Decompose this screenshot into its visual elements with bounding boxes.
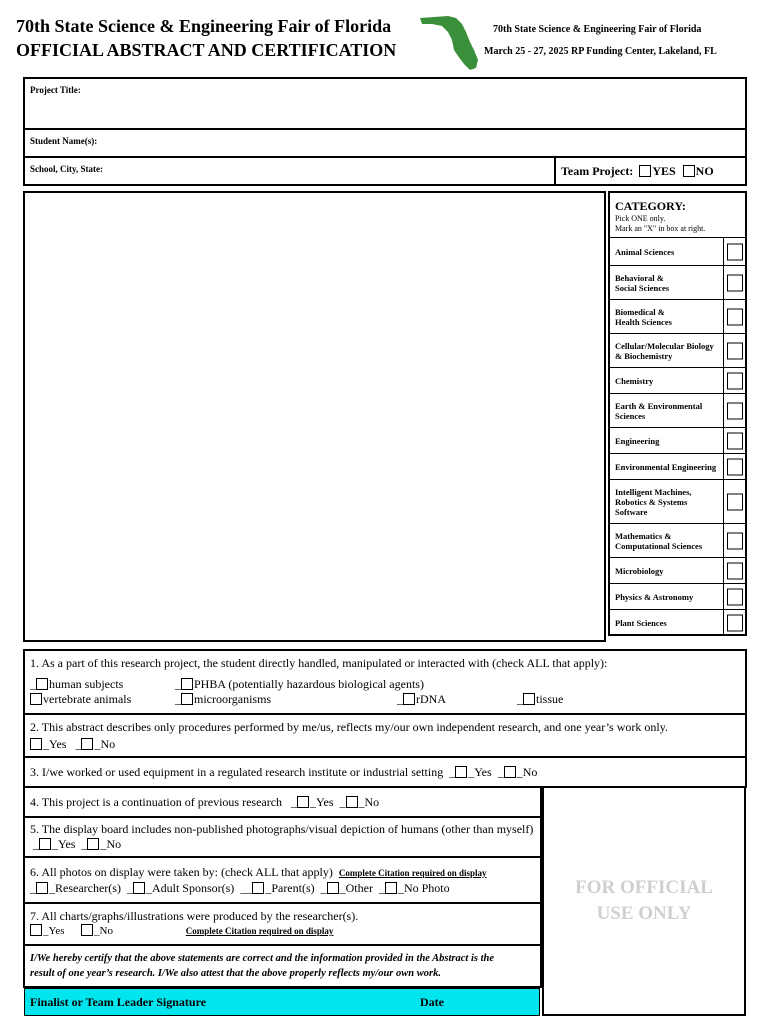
category-checkbox-cellular-molecular-biology-biochemistry[interactable] bbox=[727, 342, 743, 359]
question-4-text: 4. This project is a continuation of previous research bbox=[30, 795, 283, 809]
signature-label: Finalist or Team Leader Signature bbox=[30, 995, 207, 1009]
signature-bar[interactable] bbox=[24, 988, 540, 1016]
category-row-earth-environmental-sciences bbox=[610, 393, 745, 427]
q1-vertebrate-checkbox[interactable] bbox=[30, 693, 42, 705]
q5-yes-checkbox[interactable] bbox=[39, 838, 51, 850]
q3-yes-label: Yes bbox=[474, 765, 492, 779]
q1-phba-label: PHBA (potentially hazardous biological agents) bbox=[194, 677, 424, 691]
category-label: Environmental Engineering bbox=[615, 461, 717, 472]
question-7-text: 7. All charts/graphs/illustrations were produced by the researcher(s). bbox=[30, 909, 359, 923]
question-4-box: 4. This project is a continuation of previous research _ _Yes _ _No bbox=[23, 786, 542, 818]
category-row-behavioral-social-sciences bbox=[610, 265, 745, 299]
category-label: Earth & Environmental Sciences bbox=[615, 400, 703, 421]
category-checkbox-earth-environmental-sciences[interactable] bbox=[727, 402, 743, 419]
official-use-box bbox=[542, 786, 746, 1016]
form-subtitle: OFFICIAL ABSTRACT AND CERTIFICATION bbox=[16, 40, 397, 60]
category-row-intelligent-machines-robotics-systems-software bbox=[610, 479, 745, 523]
category-label: Engineering bbox=[615, 435, 660, 446]
team-no-label: NO bbox=[695, 164, 714, 178]
student-names-label: Student Name(s): bbox=[30, 136, 98, 146]
date-label: Date bbox=[420, 995, 444, 1009]
q5-no-label: No bbox=[106, 837, 122, 851]
category-label: Microbiology bbox=[615, 565, 664, 576]
fair-date-location: March 25 - 27, 2025 RP Funding Center, Lakeland, FL bbox=[484, 46, 717, 57]
q1-vertebrate-label: vertebrate animals bbox=[43, 692, 132, 706]
school-field[interactable] bbox=[23, 156, 556, 186]
question-1-text: 1. As a part of this research project, the student directly handled, manipulated or interacted with (check ALL that apply): bbox=[30, 656, 608, 670]
category-row-mathematics-computational-sciences bbox=[610, 523, 745, 557]
q7-no-label: No bbox=[99, 925, 113, 937]
q5-no-checkbox[interactable] bbox=[87, 838, 99, 850]
category-heading: CATEGORY: bbox=[615, 199, 686, 213]
q6-parent-checkbox[interactable] bbox=[252, 882, 264, 894]
q6-researcher-checkbox[interactable] bbox=[36, 882, 48, 894]
category-checkbox-microbiology[interactable] bbox=[727, 562, 743, 579]
category-label: Plant Sciences bbox=[615, 617, 667, 628]
student-names-field[interactable] bbox=[23, 128, 747, 158]
q7-citation-note: Complete Citation required on display bbox=[185, 926, 334, 936]
category-row-plant-sciences bbox=[610, 609, 745, 635]
category-row-biomedical-health-sciences bbox=[610, 299, 745, 333]
official-use-line2: USE ONLY bbox=[596, 903, 692, 924]
category-instruction-1: Pick ONE only. bbox=[615, 214, 666, 223]
q1-human-subjects-label: human subjects bbox=[49, 677, 124, 691]
team-no-checkbox[interactable] bbox=[683, 165, 695, 177]
category-checkbox-animal-sciences[interactable] bbox=[727, 243, 743, 260]
team-yes-label: YES bbox=[652, 164, 676, 178]
category-label: Physics & Astronomy bbox=[615, 591, 694, 602]
q6-no-photo-checkbox[interactable] bbox=[385, 882, 397, 894]
question-6-box: 6. All photos on display were taken by: (check ALL that apply) Complete Citation required on display _ _Researcher(s) _ _Adult Sponsor(s) __ _Parent(s) _ _Other _ _No Photo bbox=[23, 856, 542, 904]
q1-tissue-checkbox[interactable] bbox=[523, 693, 535, 705]
official-use-line1: FOR OFFICIAL bbox=[575, 877, 713, 898]
fair-name: 70th State Science & Engineering Fair of Florida bbox=[493, 24, 702, 35]
q1-microorganisms-label: microorganisms bbox=[194, 692, 272, 706]
category-checkbox-behavioral-social-sciences[interactable] bbox=[727, 274, 743, 291]
category-row-microbiology bbox=[610, 557, 745, 583]
q1-tissue-label: tissue bbox=[536, 692, 564, 706]
q6-no-photo-label: No Photo bbox=[403, 881, 450, 895]
certification-box bbox=[23, 944, 542, 988]
q7-no-checkbox[interactable] bbox=[81, 924, 93, 936]
category-row-physics-astronomy bbox=[610, 583, 745, 609]
q6-researcher-label: Researcher(s) bbox=[55, 881, 121, 895]
q6-adult-sponsor-checkbox[interactable] bbox=[133, 882, 145, 894]
category-label: Behavioral & Social Sciences bbox=[615, 272, 670, 293]
question-3-text: 3. I/we worked or used equipment in a regulated research institute or industrial setting bbox=[30, 765, 444, 779]
project-title-label: Project Title: bbox=[30, 85, 81, 95]
certification-text-1: I/We hereby certify that the above statements are correct and the information provided in the Abstract is the bbox=[30, 953, 495, 964]
category-row-animal-sciences bbox=[610, 237, 745, 265]
certification-text-2: result of one year’s research. I/We also attest that the above properly reflects my/our own work. bbox=[30, 968, 441, 979]
category-label: Intelligent Machines, Robotics & Systems Software bbox=[615, 486, 692, 517]
school-label: School, City, State: bbox=[30, 164, 103, 174]
category-checkbox-engineering[interactable] bbox=[727, 432, 743, 449]
question-2-box: 2. This abstract describes only procedures performed by me/us, reflects my/our own independent research, and one year’s work only. _Yes _ _No bbox=[23, 713, 747, 758]
q6-other-checkbox[interactable] bbox=[327, 882, 339, 894]
category-label: Cellular/Molecular Biology & Biochemistry bbox=[615, 340, 714, 361]
q3-no-checkbox[interactable] bbox=[504, 766, 516, 778]
question-2-text: 2. This abstract describes only procedures performed by me/us, reflects my/our own independent research, and one year’s work only. bbox=[30, 720, 668, 734]
q7-yes-checkbox[interactable] bbox=[30, 924, 42, 936]
question-3-box: 3. I/we worked or used equipment in a regulated research institute or industrial setting _ _Yes _ _No bbox=[23, 756, 747, 788]
question-5-text: 5. The display board includes non-published photographs/visual depiction of humans (other than myself) bbox=[30, 822, 534, 836]
team-project-field bbox=[554, 156, 747, 186]
category-instruction-2: Mark an "X" in box at right. bbox=[615, 224, 706, 233]
category-checkbox-environmental-engineering[interactable] bbox=[727, 458, 743, 475]
q2-no-label: No bbox=[100, 737, 116, 751]
category-checkbox-chemistry[interactable] bbox=[727, 372, 743, 389]
question-7-box: 7. All charts/graphs/illustrations were produced by the researcher(s). _Yes _No Complete Citation required on display bbox=[23, 902, 542, 946]
q2-no-checkbox[interactable] bbox=[81, 738, 93, 750]
question-1-box: 1. As a part of this research project, the student directly handled, manipulated or interacted with (check ALL that apply): _ human subjects _ PHBA (potentially hazardous biological agents) vertebrate animals _ microorganisms _ rDNA _ tissue bbox=[23, 649, 747, 715]
q6-citation-note: Complete Citation required on display bbox=[338, 868, 487, 878]
q3-no-label: No bbox=[522, 765, 538, 779]
category-panel bbox=[608, 191, 747, 636]
form-title: 70th State Science & Engineering Fair of Florida bbox=[16, 16, 392, 36]
q4-no-label: No bbox=[364, 795, 380, 809]
q6-other-label: Other bbox=[345, 881, 373, 895]
category-row-environmental-engineering bbox=[610, 453, 745, 479]
q4-yes-checkbox[interactable] bbox=[297, 796, 309, 808]
category-row-engineering bbox=[610, 427, 745, 453]
q1-rdna-label: rDNA bbox=[416, 692, 446, 706]
category-label: Biomedical & Health Sciences bbox=[615, 306, 672, 327]
team-yes-checkbox[interactable] bbox=[639, 165, 651, 177]
category-checkbox-physics-astronomy[interactable] bbox=[727, 588, 743, 605]
q2-yes-checkbox[interactable] bbox=[30, 738, 42, 750]
category-label: Animal Sciences bbox=[615, 246, 675, 257]
abstract-textarea[interactable] bbox=[23, 191, 606, 642]
q1-rdna-checkbox[interactable] bbox=[403, 693, 415, 705]
florida-map-logo bbox=[418, 12, 484, 72]
category-checkbox-plant-sciences[interactable] bbox=[727, 614, 743, 631]
q2-yes-label: Yes bbox=[49, 737, 67, 751]
category-label: Mathematics & Computational Sciences bbox=[615, 530, 703, 551]
category-checkbox-intelligent-machines-robotics-systems-software[interactable] bbox=[727, 493, 743, 510]
q3-yes-checkbox[interactable] bbox=[455, 766, 467, 778]
q4-yes-label: Yes bbox=[316, 795, 334, 809]
team-project-label: Team Project: bbox=[561, 164, 634, 178]
q6-parent-label: Parent(s) bbox=[271, 881, 315, 895]
q1-microorganisms-checkbox[interactable] bbox=[181, 693, 193, 705]
question-5-box: 5. The display board includes non-published photographs/visual depiction of humans (other than myself) _ _Yes _ _No bbox=[23, 816, 542, 858]
q1-phba-checkbox[interactable] bbox=[181, 678, 193, 690]
project-title-field[interactable] bbox=[23, 77, 747, 130]
q4-no-checkbox[interactable] bbox=[346, 796, 358, 808]
category-checkbox-mathematics-computational-sciences[interactable] bbox=[727, 532, 743, 549]
q7-yes-label: Yes bbox=[48, 925, 65, 937]
q6-adult-sponsor-label: Adult Sponsor(s) bbox=[151, 881, 235, 895]
category-label: Chemistry bbox=[615, 375, 654, 386]
category-checkbox-biomedical-health-sciences[interactable] bbox=[727, 308, 743, 325]
category-row-cellular-molecular-biology-biochemistry bbox=[610, 333, 745, 367]
q5-yes-label: Yes bbox=[58, 837, 76, 851]
category-row-chemistry bbox=[610, 367, 745, 393]
question-6-text: 6. All photos on display were taken by: (check ALL that apply) bbox=[30, 865, 333, 879]
q1-human-subjects-checkbox[interactable] bbox=[36, 678, 48, 690]
